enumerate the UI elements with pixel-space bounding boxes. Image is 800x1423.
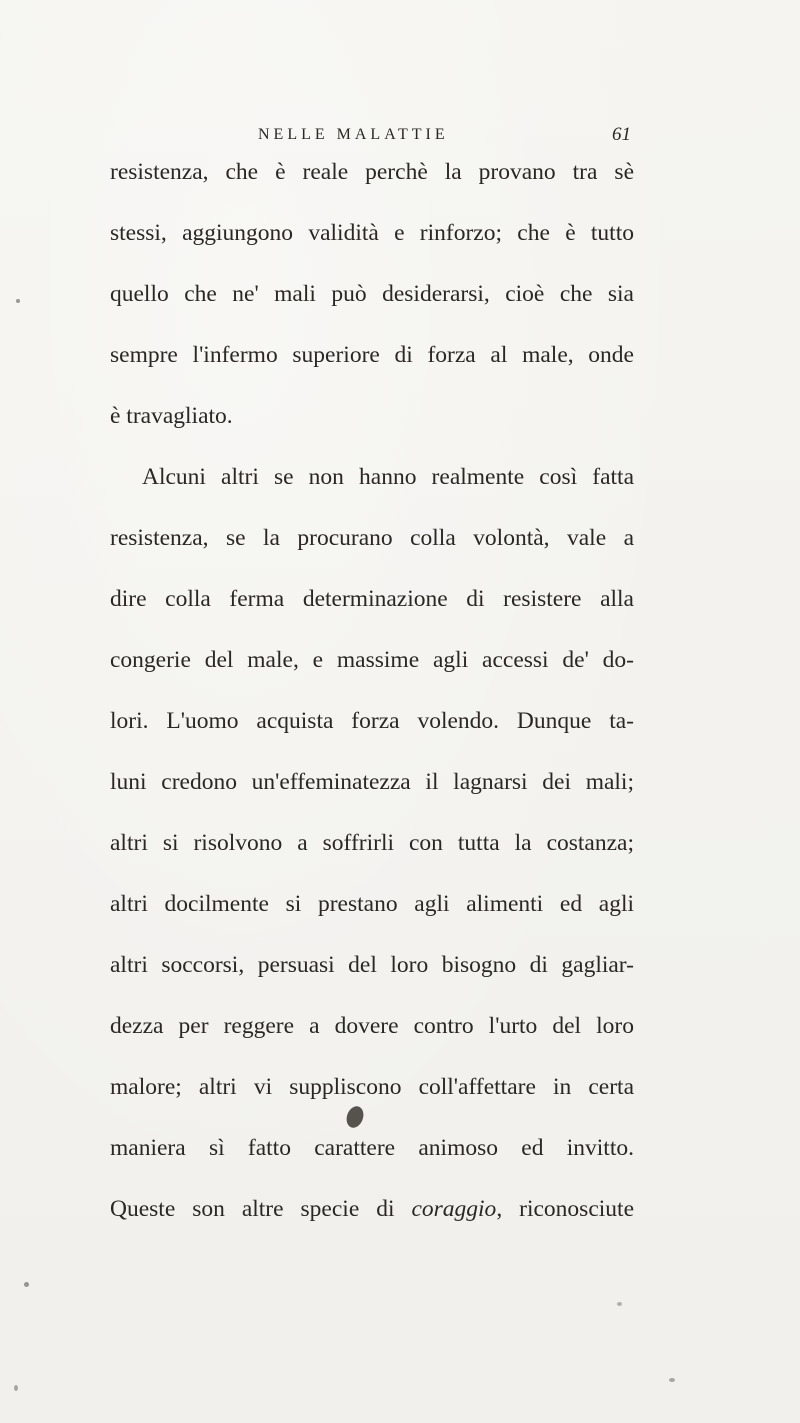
- paragraph-start-line: Alcuni altri se non hanno realmente così fatta: [142, 464, 634, 490]
- text-line: altri si risolvono a soffrirli con tutta la costanza;: [110, 830, 634, 856]
- text-line: quello che ne' mali può desiderarsi, cioè che sia: [110, 281, 634, 307]
- paper-speck: [16, 299, 20, 303]
- text-line: resistenza, che è reale perchè la provano tra sè: [110, 159, 634, 185]
- text-line: maniera sì fatto carattere animoso ed invitto.: [110, 1135, 634, 1161]
- paragraph-end-line: è travagliato.: [110, 403, 233, 429]
- text-line: altri docilmente si prestano agli alimenti ed agli: [110, 891, 634, 917]
- text-line: stessi, aggiungono validità e rinforzo; che è tutto: [110, 220, 634, 246]
- text-line-with-emphasis: [110, 1179, 634, 1240]
- paper-speck: [14, 1385, 18, 1391]
- text-line: lori. L'uomo acquista forza volendo. Dunque ta-: [110, 708, 634, 734]
- text-line: congerie del male, e massime agli accessi de' do-: [110, 647, 634, 673]
- text-line: sempre l'infermo superiore di forza al male, onde: [110, 342, 634, 368]
- text-line: malore; altri vi suppliscono coll'affettare in certa: [110, 1074, 634, 1100]
- page-number: 61: [612, 124, 631, 145]
- text-fragment: Queste son altre specie di: [110, 1196, 412, 1222]
- paper-speck: [617, 1302, 622, 1306]
- body-text: [110, 142, 634, 1240]
- text-line: luni credono un'effeminatezza il lagnarsi dei mali;: [110, 769, 634, 795]
- text-line: dezza per reggere a dovere contro l'urto del loro: [110, 1013, 634, 1039]
- text-line: dire colla ferma determinazione di resistere alla: [110, 586, 634, 612]
- paper-speck: [24, 1282, 29, 1287]
- running-head: NELLE MALATTIE: [258, 126, 449, 143]
- text-line: altri soccorsi, persuasi del loro bisogno di gagliar-: [110, 952, 634, 978]
- text-line: resistenza, se la procurano colla volontà, vale a: [110, 525, 634, 551]
- paper-speck: [669, 1378, 675, 1382]
- text-fragment: , riconosciute: [496, 1196, 634, 1222]
- emphasized-word: coraggio: [411, 1196, 497, 1222]
